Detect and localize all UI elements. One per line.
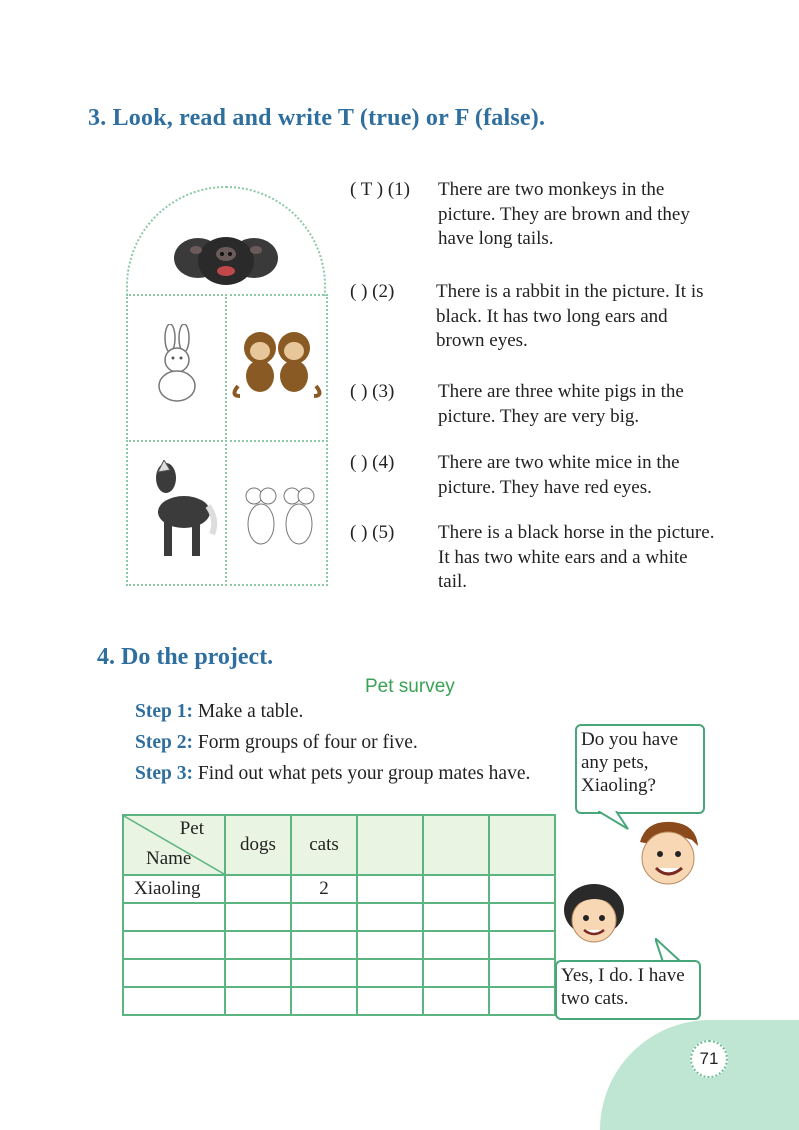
pigs-image <box>166 216 286 286</box>
table-cell[interactable] <box>225 987 291 1015</box>
question-1-answer[interactable]: ( T ) (1) <box>350 179 410 200</box>
table-cell[interactable] <box>225 903 291 931</box>
girl-speech-bubble: Yes, I do. I have two cats. <box>555 960 701 1020</box>
pet-survey-table <box>122 814 556 1016</box>
step-1 <box>135 701 303 723</box>
boy-bubble-tail <box>598 811 634 831</box>
table-row <box>123 931 555 959</box>
question-1 <box>350 178 720 258</box>
table-cell[interactable] <box>423 875 489 903</box>
table-cell[interactable] <box>291 931 357 959</box>
question-3-text: There are three white pigs in the picture. They are very big. <box>438 381 684 427</box>
table-cell[interactable]: Xiaoling <box>123 875 225 903</box>
header-cell[interactable] <box>423 815 489 875</box>
rabbit-image <box>150 324 206 404</box>
table-cell[interactable] <box>423 903 489 931</box>
table-row <box>123 987 555 1015</box>
question-3-answer[interactable]: ( ) (3) <box>350 381 395 402</box>
table-cell[interactable] <box>225 931 291 959</box>
table-cell[interactable] <box>123 903 225 931</box>
table-cell[interactable] <box>291 987 357 1015</box>
table-cell[interactable] <box>123 959 225 987</box>
corner-cell <box>123 815 225 875</box>
table-cell[interactable] <box>357 931 423 959</box>
step-1-text: Make a table. <box>197 701 304 722</box>
table-cell[interactable] <box>123 931 225 959</box>
table-cell[interactable] <box>489 959 555 987</box>
monkeys-image <box>228 326 326 398</box>
corner-top-label: Pet <box>179 818 204 839</box>
section-4-title: 4. Do the project. <box>97 644 274 670</box>
table-cell[interactable] <box>357 987 423 1015</box>
step-1-label: Step 1: <box>135 701 193 722</box>
table-cell[interactable] <box>123 987 225 1015</box>
question-1-text: There are two monkeys in the picture. They are brown and they have long tails. <box>438 179 690 249</box>
boy-speech-bubble: Do you have any pets, Xiaoling? <box>575 724 705 814</box>
table-cell[interactable] <box>357 903 423 931</box>
section-3-title: 3. Look, read and write T (true) or F (false). <box>88 105 546 131</box>
horse-image <box>144 460 218 562</box>
table-cell[interactable] <box>291 959 357 987</box>
boy-avatar <box>632 818 704 888</box>
table-cell[interactable] <box>357 959 423 987</box>
table-row <box>123 875 555 903</box>
picture-board <box>126 186 328 586</box>
step-3-label: Step 3: <box>135 763 193 784</box>
step-2 <box>135 732 418 754</box>
table-cell[interactable] <box>423 987 489 1015</box>
table-cell[interactable] <box>291 903 357 931</box>
mice-image <box>234 482 326 548</box>
question-2-answer[interactable]: ( ) (2) <box>350 281 395 302</box>
header-cell[interactable] <box>489 815 555 875</box>
question-4-answer[interactable]: ( ) (4) <box>350 452 395 473</box>
table-cell[interactable] <box>423 959 489 987</box>
step-3 <box>135 763 530 785</box>
pet-survey-subtitle: Pet survey <box>365 676 455 697</box>
question-2-text: There is a rabbit in the picture. It is black. It has two long ears and brown eyes. <box>436 281 704 351</box>
header-cell: dogs <box>225 815 291 875</box>
step-2-text: Form groups of four or five. <box>197 732 418 753</box>
question-5-text: There is a black horse in the picture. It has two white ears and a white tail. <box>438 522 715 592</box>
header-cell[interactable] <box>357 815 423 875</box>
table-header-row <box>123 815 555 875</box>
question-5-answer[interactable]: ( ) (5) <box>350 522 395 543</box>
table-cell[interactable] <box>489 987 555 1015</box>
girl-bubble-tail <box>655 938 685 962</box>
step-3-text: Find out what pets your group mates have. <box>197 763 531 784</box>
table-cell[interactable] <box>225 959 291 987</box>
girl-avatar <box>560 880 632 950</box>
table-row <box>123 903 555 931</box>
header-cell: cats <box>291 815 357 875</box>
table-cell[interactable] <box>423 931 489 959</box>
question-3 <box>350 380 720 436</box>
page-number: 71 <box>690 1040 728 1078</box>
table-cell[interactable] <box>489 903 555 931</box>
question-2 <box>350 280 720 360</box>
question-5 <box>350 521 720 601</box>
table-row <box>123 959 555 987</box>
table-cell[interactable] <box>225 875 291 903</box>
table-cell[interactable]: 2 <box>291 875 357 903</box>
corner-bottom-label: Name <box>146 848 192 869</box>
table-cell[interactable] <box>489 931 555 959</box>
question-4-text: There are two white mice in the picture. They have red eyes. <box>438 452 680 498</box>
table-cell[interactable] <box>357 875 423 903</box>
question-4 <box>350 451 720 507</box>
step-2-label: Step 2: <box>135 732 193 753</box>
table-cell[interactable] <box>489 875 555 903</box>
